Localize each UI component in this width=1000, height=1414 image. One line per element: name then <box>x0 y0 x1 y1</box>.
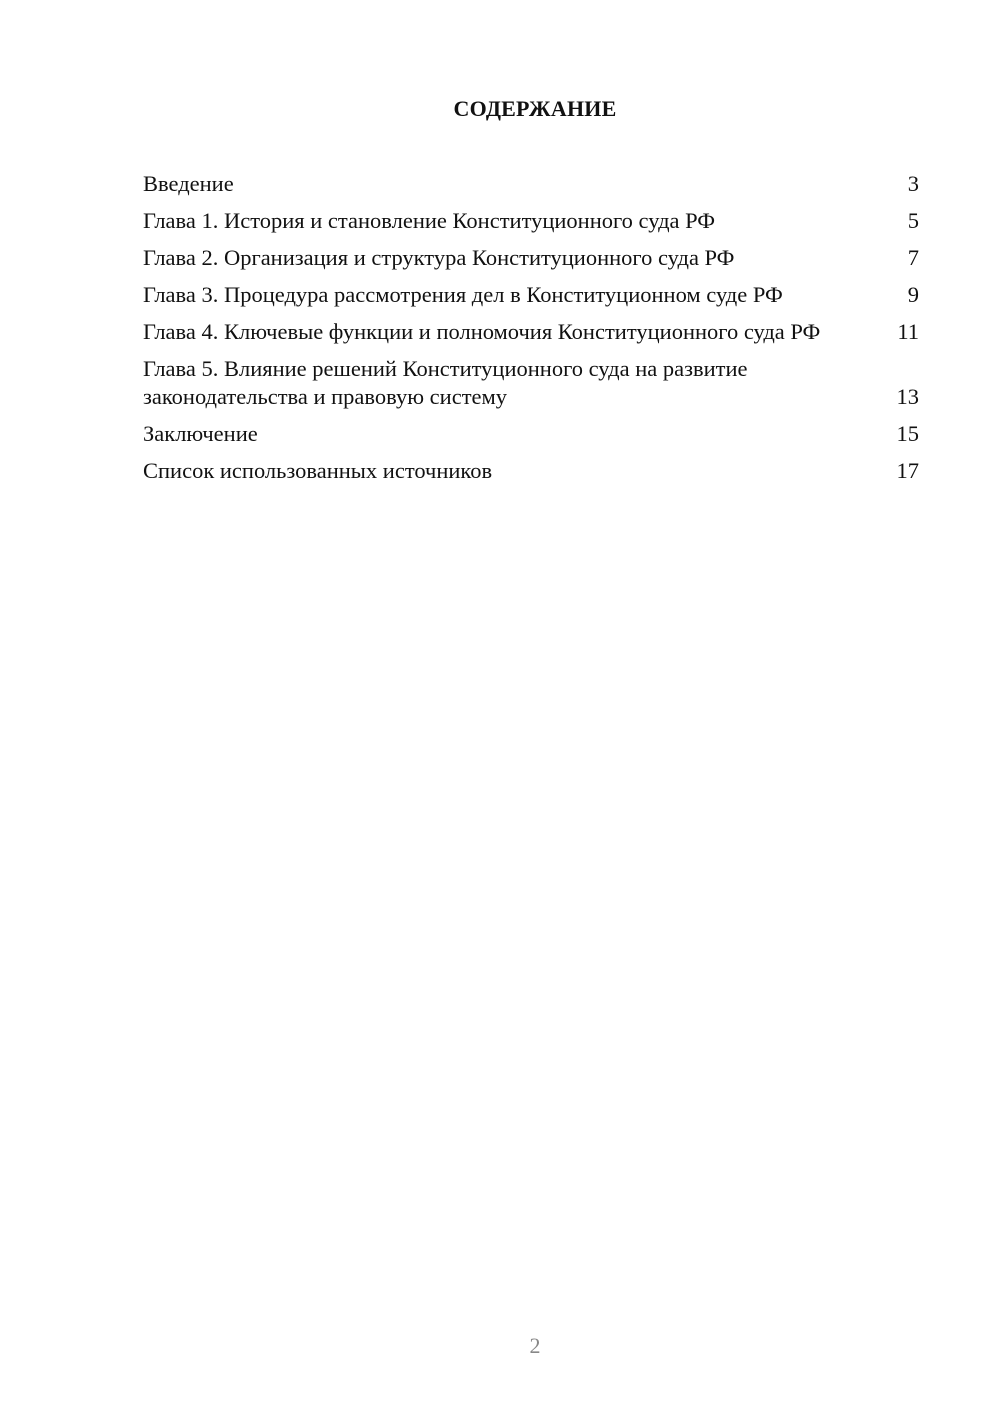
toc-entry-page: 13 <box>896 384 919 409</box>
toc-entry-label: Глава 1. История и становление Конституционного суда РФ <box>143 208 716 233</box>
toc-entry-introduction <box>143 170 919 198</box>
table-of-contents <box>143 170 919 494</box>
toc-entry-chapter-5 <box>143 355 919 411</box>
toc-entry-label: Список использованных источников <box>143 458 493 483</box>
toc-entry-page: 17 <box>896 458 919 483</box>
toc-entry-page: 3 <box>907 171 919 196</box>
toc-entry-label: Заключение <box>143 421 258 446</box>
toc-entry-page: 9 <box>907 282 919 307</box>
toc-entry-chapter-2 <box>143 244 919 272</box>
toc-entry-label: Глава 4. Ключевые функции и полномочия Конституционного суда РФ <box>143 319 821 344</box>
toc-entry-label: Глава 2. Организация и структура Конституционного суда РФ <box>143 245 735 270</box>
page-title: СОДЕРЖАНИЕ <box>453 96 617 121</box>
toc-entry-page: 7 <box>907 245 919 270</box>
toc-entry-page: 5 <box>907 208 919 233</box>
toc-entry-page: 11 <box>897 319 919 344</box>
toc-entry-chapter-3 <box>143 281 919 309</box>
toc-entry-label: Введение <box>143 171 234 196</box>
toc-entry-conclusion <box>143 420 919 448</box>
toc-entry-label: Глава 3. Процедура рассмотрения дел в Конституционном суде РФ <box>143 282 783 307</box>
page-number: 2 <box>529 1333 541 1358</box>
toc-entry-references <box>143 457 919 485</box>
toc-entry-label: Глава 5. Влияние решений Конституционного суда на развитие законодательства и правовую систему <box>143 356 748 409</box>
toc-entry-chapter-1 <box>143 207 919 235</box>
toc-entry-chapter-4 <box>143 318 919 346</box>
toc-entry-page: 15 <box>896 421 919 446</box>
